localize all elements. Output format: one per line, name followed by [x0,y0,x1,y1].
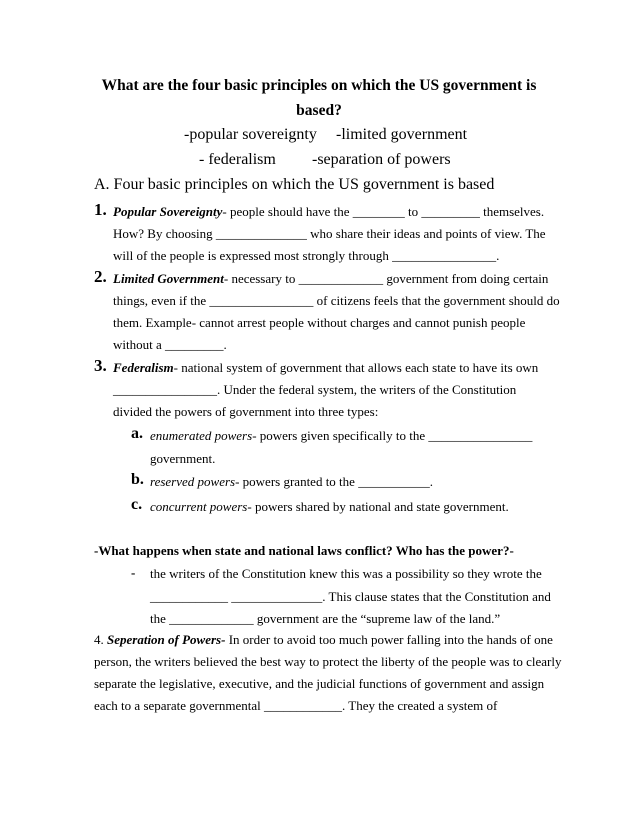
item-4-number: 4. [94,632,104,647]
item-4-line-4: each to a separate governmental ____________. They the created a system of [94,698,498,713]
principle-limited-government: -limited government [336,126,468,143]
item-3-line-3: divided the powers of government into three types: [113,404,379,419]
conflict-line-2: ____________ ______________. This clause states that the Constitution and [150,589,551,604]
item-4-line-1 [94,632,553,648]
principle-popular-sovereignty: -popular sovereignty [184,126,317,143]
item-2-line-2: things, even if the ________________ of citizens feels that the government should do [113,293,560,308]
sub-b-letter: b. [131,471,144,488]
item-2-line-4: without a _________. [113,337,227,352]
item-4-text: In order to avoid too much power falling into the hands of one [225,632,553,647]
page-title: What are the four basic principles on which the US government is [101,77,537,94]
item-1-term: Popular Sovereignty [113,204,223,219]
sub-c-line [150,499,509,515]
sub-a-term: enumerated powers [150,428,253,443]
sub-c-letter: c. [131,496,143,513]
page-title-line2: based? [296,102,342,119]
item-1-line-1 [113,204,544,220]
sub-a-letter: a. [131,425,143,442]
conflict-line-3: the _____________ government are the “supreme law of the land.” [150,611,501,626]
conflict-question: -What happens when state and national laws conflict? Who has the power?- [94,543,514,558]
item-1-number: 1. [94,200,107,219]
item-2-line-3: them. Example- cannot arrest people without charges and cannot punish people [113,315,526,330]
item-3-term: Federalism [113,360,174,375]
item-1-line-2: How? By choosing ______________ who share their ideas and points of view. The [113,226,546,241]
section-a-heading: A. Four basic principles on which the US government is based [94,176,495,193]
item-3-line-2: ________________. Under the federal system, the writers of the Constitution [113,382,517,397]
item-2-number: 2. [94,267,107,286]
conflict-dash: - [131,565,136,580]
sub-b-term: reserved powers [150,474,236,489]
principle-federalism: - federalism [199,151,276,168]
item-3-number: 3. [94,356,107,375]
item-2-line-1 [113,271,548,287]
sub-a-text: - powers given specifically to the ________________ [252,428,533,443]
item-1-line-3: will of the people is expressed most strongly through ________________. [113,248,500,263]
principle-separation-of-powers: -separation of powers [312,151,451,168]
item-1-text: - people should have the ________ to _________ themselves. [222,204,545,219]
conflict-line-1: the writers of the Constitution knew this was a possibility so they wrote the [150,566,542,581]
sub-a-line-2: government. [150,451,216,466]
item-2-term: Limited Government [113,271,224,286]
item-4-term: Seperation of Powers- [107,632,226,647]
sub-b-text: - powers granted to the ___________. [235,474,433,489]
item-2-text: - necessary to _____________ government from doing certain [223,271,549,286]
sub-c-term: concurrent powers [150,499,248,514]
sub-a-line-1 [150,428,532,444]
item-4-line-3: separate the legislative, executive, and the judicial functions of government and assign [94,676,545,691]
item-3-text: - national system of government that allows each state to have its own [173,360,539,375]
sub-c-text: - powers shared by national and state government. [247,499,509,514]
item-4-line-2: person, the writers believed the best way to protect the liberty of the people was to clearly [94,654,562,669]
sub-b-line [150,474,433,490]
item-3-line-1 [113,360,538,376]
